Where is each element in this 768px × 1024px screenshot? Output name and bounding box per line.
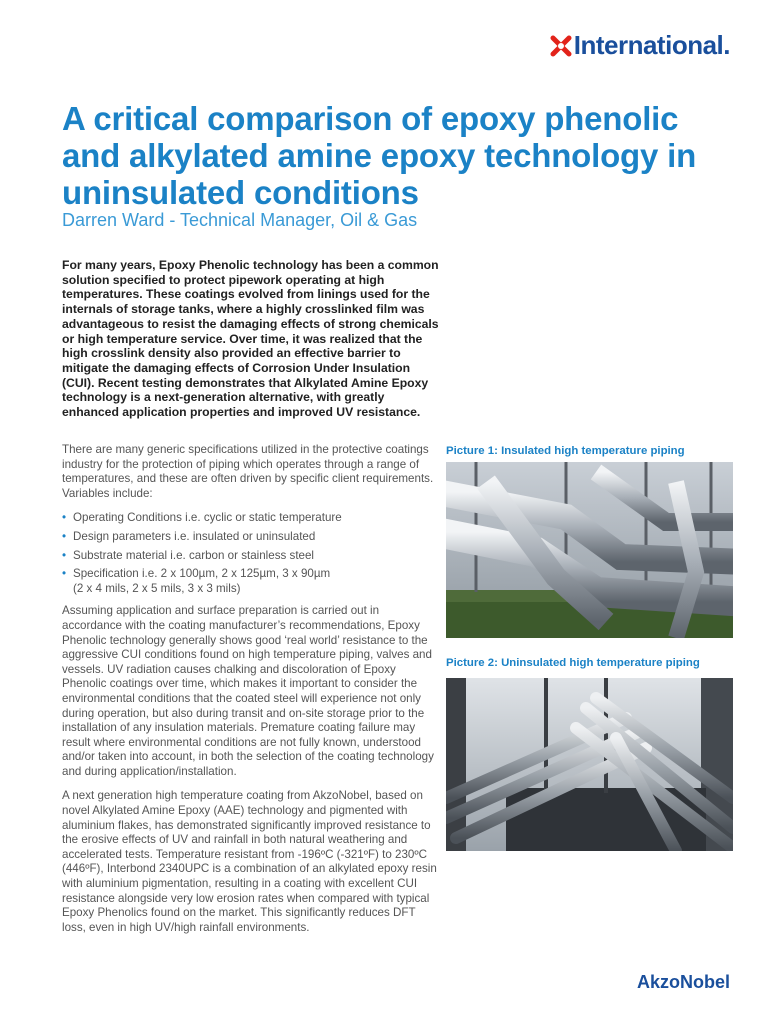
body-paragraph-1: There are many generic specifications utilized in the protective coatings industry for the protection of piping which operates through a range of temperatures, and these are often driven by specific client requirements. Variables include: xyxy=(62,443,434,500)
intro-paragraph: For many years, Epoxy Phenolic technology has been a common solution specified to protect pipework operating at high temperatures. These coatings evolved from linings used for the internals of storage tanks, where a highly crosslinked film was advantageous to resist the damaging effects of strong chemicals or high temperature service. Over time, it was realized that the high crosslink density also provided an effective barrier to mitigate the damaging effects of Corrosion Under Insulation (CUI). Recent testing demonstrates that Alkylated Amine Epoxy technology is a next-generation alternative, with greatly enhanced application properties and improved UV resistance. xyxy=(62,258,439,420)
body-column xyxy=(62,443,442,945)
photo-insulated-piping xyxy=(446,462,733,638)
x-logo-icon xyxy=(550,35,572,57)
bullet-icon: • xyxy=(62,548,67,562)
logo-wordmark: International. xyxy=(573,30,730,60)
photo-uninsulated-piping xyxy=(446,678,733,851)
bullet-icon: • xyxy=(62,511,67,525)
bullet-icon: • xyxy=(62,529,67,543)
akzonobel-logo: AkzoNobel xyxy=(636,972,730,992)
list-item: • Operating Conditions i.e. cyclic or static temperature xyxy=(62,511,342,525)
spec-imperial: (2 x 4 mils, 2 x 5 mils, 3 x 3 mils) xyxy=(73,581,241,595)
list-item: • Substrate material i.e. carbon or stainless steel xyxy=(62,548,315,562)
page-title: A critical comparison of epoxy phenolic and alkylated amine epoxy technology in uninsulated conditions xyxy=(62,100,697,211)
body-paragraph-2: Assuming application and surface preparation is carried out in accordance with the coating manufacturer’s recommendations, Epoxy Phenolic technology generally shows good ‘real world’ resistance to the aggressive CUI conditions found on high temperature piping, valves and vessels. UV radiation causes chalking and discoloration of Epoxy Phenolic coatings over time, which makes it important to consider the environmental conditions that the coated steel will experience not only during operation, but also during transit and on-site storage prior to the installation of any insulation materials. Premature coating failure may result where environmental conditions are not fully known, understood and/or taken into account, in both the selection of the coating technology and during application/installation. xyxy=(62,604,434,778)
international-logo xyxy=(550,30,730,61)
body-paragraph-3: A next generation high temperature coating from AkzoNobel, based on novel Alkylated Amine Epoxy (AAE) technology and pigmented with aluminium flakes, has demonstrated significantly improved resistance to the erosive effects of UV and rainfall in both natural weathering and accelerated tests. Temperature resistant from -196ºC (-321ºF) to 230ºC (446ºF), Interbond 2340UPC is a combination of an alkylated epoxy resin with aluminium pigmentation, resulting in a coating with excellent CUI resistance alongside very low erosion rates when compared with typical Epoxy Phenolics found on the market. This significantly reduces DFT loss, even in high UV/high rainfall environments. xyxy=(62,789,437,934)
bullet-icon: • xyxy=(62,567,67,581)
variables-list xyxy=(62,511,442,596)
picture-2-caption: Picture 2: Uninsulated high temperature piping xyxy=(446,657,700,669)
list-item: • Design parameters i.e. insulated or uninsulated xyxy=(62,529,316,543)
list-item: • Specification i.e. 2 x 100µm, 2 x 125µm, 3 x 90µm (2 x 4 mils, 2 x 5 mils, 3 x 3 mils) xyxy=(62,567,331,595)
picture-1-caption: Picture 1: Insulated high temperature piping xyxy=(446,445,685,457)
author-line: Darren Ward - Technical Manager, Oil & Gas xyxy=(62,210,418,230)
